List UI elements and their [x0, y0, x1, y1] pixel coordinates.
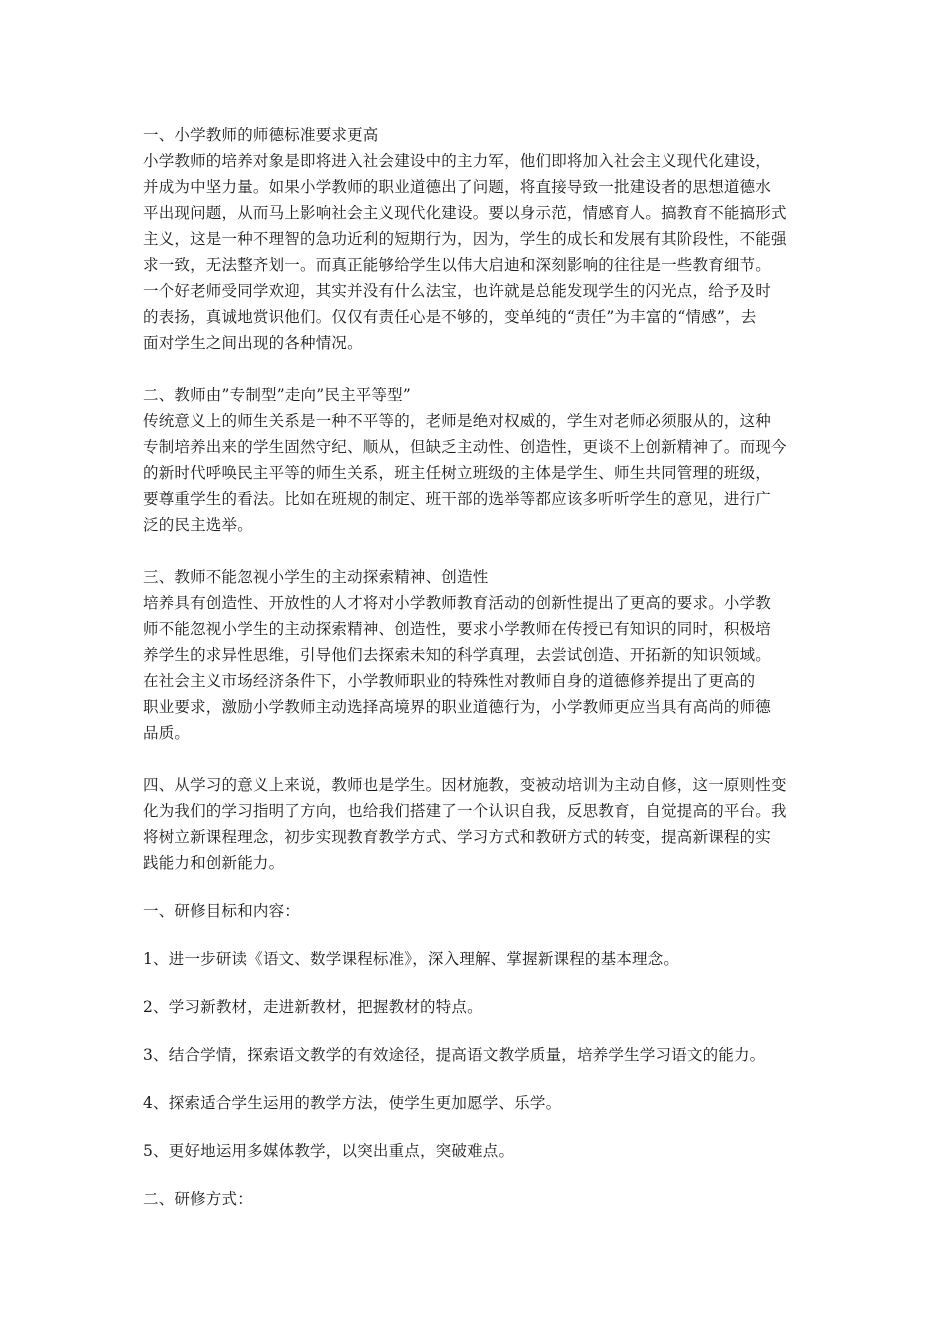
paragraph-line: 养学生的求异性思维，引导他们去探索未知的科学真理，去尝试创造、开拓新的知识领域。 — [143, 646, 772, 664]
spacer — [143, 1020, 811, 1042]
list-item: 5、更好地运用多媒体教学，以突出重点，突破难点。 — [143, 1142, 515, 1160]
paragraph-line: 小学教师的培养对象是即将进入社会建设中的主力军，他们即将加入社会主义现代化建设， — [143, 152, 772, 170]
paragraph-line: 主义，这是一种不理智的急功近利的短期行为，因为，学生的成长和发展有其阶段性，不能强 — [143, 230, 787, 248]
goals-heading: 一、研修目标和内容： — [143, 902, 301, 920]
paragraph-line: 师不能忽视小学生的主动探索精神、创造性，要求小学教师在传授已有知识的同时，积极培 — [143, 620, 772, 638]
paragraph-line: 专制培养出来的学生固然守纪、顺从，但缺乏主动性、创造性，更谈不上创新精神了。而现今 — [143, 438, 787, 456]
paragraph-line: 培养具有创造性、开放性的人才将对小学教师教育活动的创新性提出了更高的要求。小学教 — [143, 594, 772, 612]
spacer — [143, 746, 811, 772]
document-page — [143, 122, 811, 1212]
spacer — [143, 356, 811, 382]
paragraph-line: 并成为中坚力量。如果小学教师的职业道德出了问题，将直接导致一批建设者的思想道德水 — [143, 178, 772, 196]
spacer — [143, 1164, 811, 1186]
section-paragraph — [143, 590, 811, 746]
paragraph-line: 要尊重学生的看法。比如在班规的制定、班干部的选举等都应该多听听学生的意见，进行广 — [143, 490, 772, 508]
paragraph-line: 在社会主义市场经济条件下，小学教师职业的特殊性对教师自身的道德修养提出了更高的 — [143, 672, 756, 690]
spacer — [143, 1116, 811, 1138]
paragraph-line: 将树立新课程理念，初步实现教育教学方式、学习方式和教研方式的转变，提高新课程的实 — [143, 828, 772, 846]
paragraph-line: 平出现问题，从而马上影响社会主义现代化建设。要以身示范，情感育人。搞教育不能搞形式 — [143, 204, 787, 222]
paragraph-line: 一个好老师受同学欢迎，其实并没有什么法宝，也许就是总能发现学生的闪光点，给予及时 — [143, 282, 772, 300]
section-heading: 一、小学教师的师德标准要求更高 — [143, 126, 379, 144]
spacer — [143, 1068, 811, 1090]
paragraph-line: 求一致，无法整齐划一。而真正能够给学生以伟大启迪和深刻影响的往往是一些教育细节。 — [143, 256, 772, 274]
section-heading: 二、教师由”专制型”走向”民主平等型” — [143, 386, 411, 404]
methods-heading: 二、研修方式： — [143, 1190, 253, 1208]
paragraph-line: 职业要求，激励小学教师主动选择高境界的职业道德行为，小学教师更应当具有高尚的师德 — [143, 698, 772, 716]
section-paragraph — [143, 772, 811, 876]
paragraph-line: 面对学生之间出现的各种情况。 — [143, 334, 363, 352]
paragraph-line: 泛的民主选举。 — [143, 516, 253, 534]
list-item: 3、结合学情，探索语文教学的有效途径，提高语文教学质量，培养学生学习语文的能力。 — [143, 1046, 766, 1064]
list-item: 4、探索适合学生运用的教学方法，使学生更加愿学、乐学。 — [143, 1094, 562, 1112]
section-heading: 三、教师不能忽视小学生的主动探索精神、创造性 — [143, 568, 489, 586]
paragraph-line: 践能力和创新能力。 — [143, 854, 285, 872]
paragraph-line: 四、从学习的意义上来说，教师也是学生。因材施教，变被动培训为主动自修，这一原则性变 — [143, 776, 787, 794]
spacer — [143, 924, 811, 946]
paragraph-line: 品质。 — [143, 724, 191, 742]
spacer — [143, 972, 811, 994]
spacer — [143, 876, 811, 898]
paragraph-line: 的新时代呼唤民主平等的师生关系，班主任树立班级的主体是学生、师生共同管理的班级， — [143, 464, 772, 482]
paragraph-line: 传统意义上的师生关系是一种不平等的，老师是绝对权威的，学生对老师必须服从的，这种 — [143, 412, 772, 430]
section-paragraph — [143, 408, 811, 538]
paragraph-line: 的表扬，真诚地赏识他们。仅仅有责任心是不够的，变单纯的“责任”为丰富的“情感”，去 — [143, 308, 757, 326]
list-item: 2、学习新教材，走进新教材，把握教材的特点。 — [143, 998, 483, 1016]
spacer — [143, 538, 811, 564]
list-item: 1、进一步研读《语文、数学课程标准》，深入理解、掌握新课程的基本理念。 — [143, 950, 680, 968]
section-paragraph — [143, 148, 811, 356]
paragraph-line: 化为我们的学习指明了方向，也给我们搭建了一个认识自我，反思教育，自觉提高的平台。我 — [143, 802, 787, 820]
